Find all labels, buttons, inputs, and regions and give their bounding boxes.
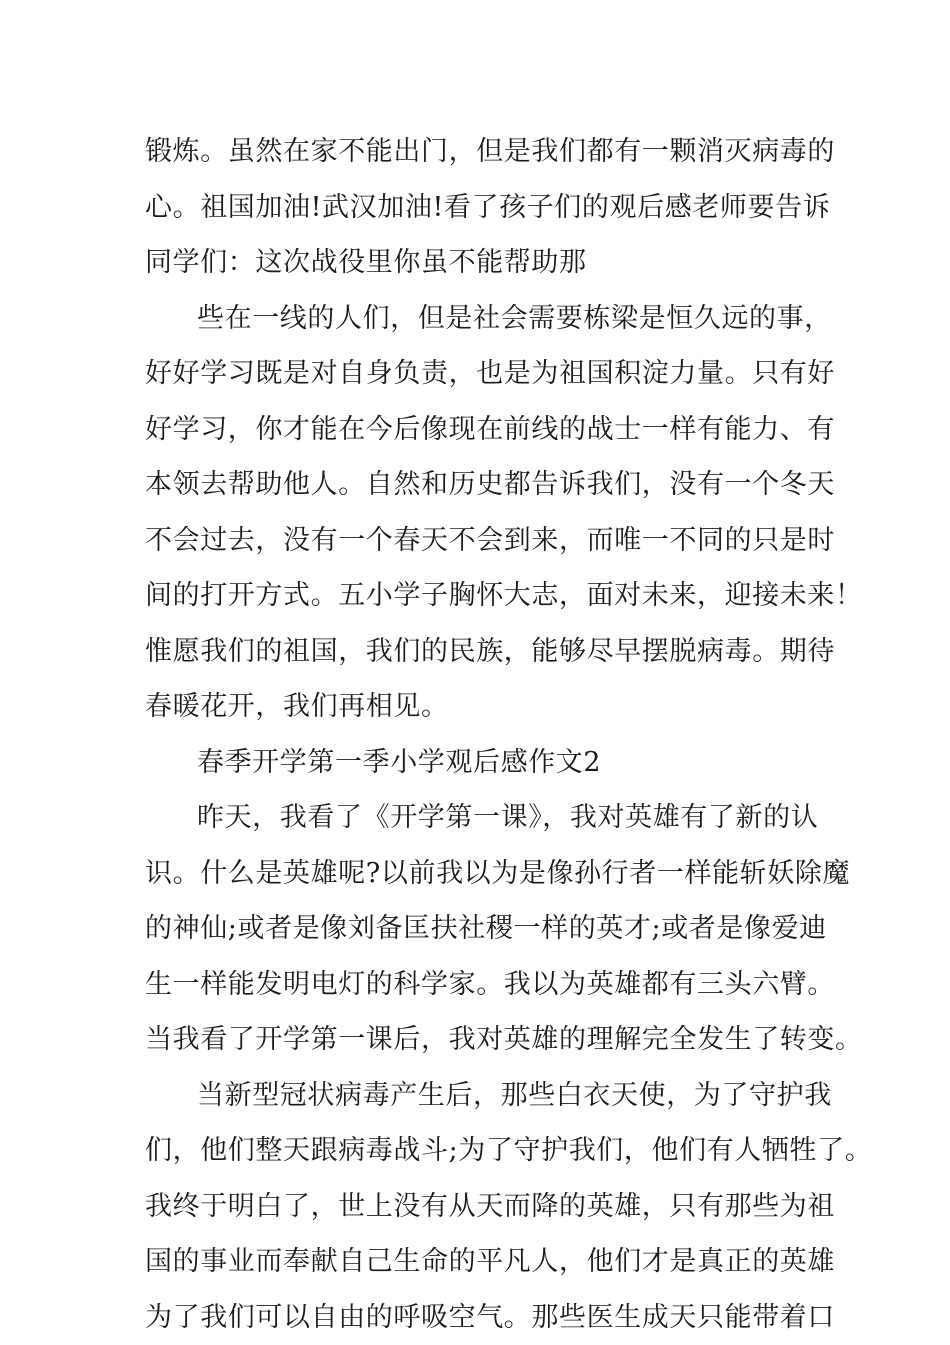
text-line: 识。什么是英雄呢?以前我以为是像孙行者一样能斩妖除魔 (145, 846, 845, 902)
text-line: 的神仙;或者是像刘备匡扶社稷一样的英才;或者是像爱迪 (145, 901, 845, 957)
text-line: 间的打开方式。五小学子胸怀大志，面对未来，迎接未来！ (145, 568, 845, 624)
text-line: 我终于明白了，世上没有从天而降的英雄，只有那些为祖 (145, 1179, 845, 1235)
text-line: 春暖花开，我们再相见。 (145, 679, 845, 735)
text-line: 同学们：这次战役里你虽不能帮助那 (145, 235, 845, 291)
text-line: 昨天，我看了《开学第一课》，我对英雄有了新的认 (145, 790, 845, 846)
text-line: 当新型冠状病毒产生后，那些白衣天使，为了守护我 (145, 1068, 845, 1124)
text-line: 好好学习既是对自身负责，也是为祖国积淀力量。只有好 (145, 346, 845, 402)
text-line: 本领去帮助他人。自然和历史都告诉我们，没有一个冬天 (145, 457, 845, 513)
text-line: 国的事业而奉献自己生命的平凡人，他们才是真正的英雄 (145, 1234, 845, 1290)
text-line: 锻炼。虽然在家不能出门，但是我们都有一颗消灭病毒的 (145, 124, 845, 180)
text-line: 当我看了开学第一课后，我对英雄的理解完全发生了转变。 (145, 1012, 845, 1068)
text-line: 生一样能发明电灯的科学家。我以为英雄都有三头六臂。 (145, 957, 845, 1013)
text-line: 好学习，你才能在今后像现在前线的战士一样有能力、有 (145, 402, 845, 458)
text-line: 们，他们整天跟病毒战斗;为了守护我们，他们有人牺牲了。 (145, 1123, 845, 1179)
section-heading: 春季开学第一季小学观后感作文2 (145, 735, 845, 791)
text-line: 些在一线的人们，但是社会需要栋梁是恒久远的事， (145, 291, 845, 347)
text-line: 心。祖国加油!武汉加油!看了孩子们的观后感老师要告诉 (145, 180, 845, 236)
text-line: 为了我们可以自由的呼吸空气。那些医生成天只能带着口 (145, 1290, 845, 1345)
text-line: 惟愿我们的祖国，我们的民族，能够尽早摆脱病毒。期待 (145, 624, 845, 680)
document-body (145, 124, 845, 1345)
text-line: 不会过去，没有一个春天不会到来，而唯一不同的只是时 (145, 513, 845, 569)
